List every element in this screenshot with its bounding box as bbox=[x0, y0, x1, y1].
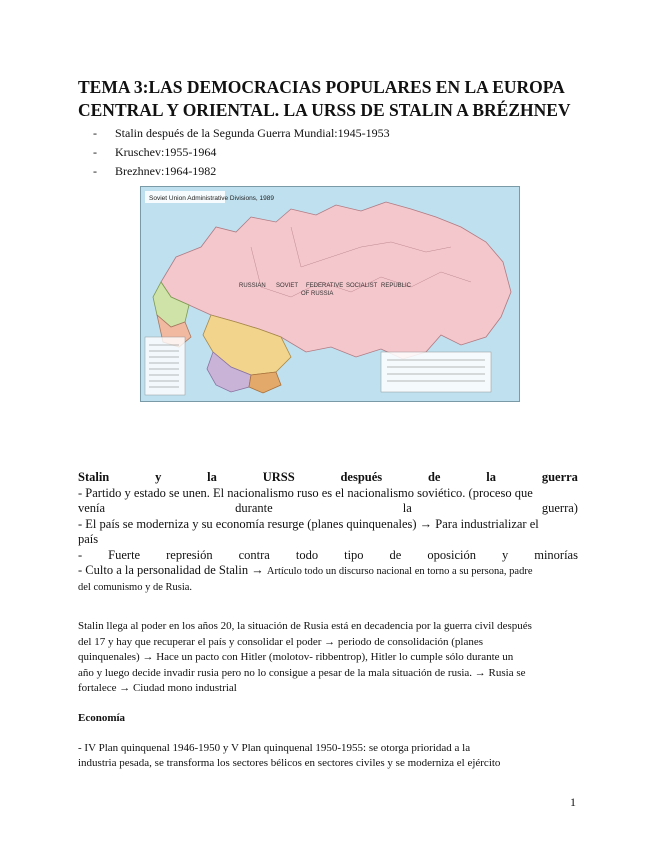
soviet-union-map bbox=[140, 186, 520, 402]
section-line: - Partido y estado se unen. El nacionalismo ruso es el nacionalismo soviético. (proceso que bbox=[78, 485, 533, 500]
section-heading bbox=[78, 470, 578, 486]
heading-word: guerra bbox=[541, 470, 578, 484]
map-illustration bbox=[141, 187, 519, 401]
paragraph-line: Stalin llega al poder en los años 20, la situación de Rusia está en decadencia por la guerra civil después bbox=[78, 620, 532, 632]
map-label: REPUBLIC bbox=[381, 283, 412, 289]
page-number: 1 bbox=[570, 795, 576, 809]
map-label: OF RUSSIA bbox=[301, 291, 334, 297]
line-word: - bbox=[78, 547, 83, 562]
paragraph-line: quinquenales) → Hace un pacto con Hitler (molotov- ribbentrop), Hitler lo cumple sólo durante un bbox=[78, 651, 514, 663]
economia-line: industria pesada, se transforma los sectores bélicos en sectores civiles y se moderniza el ejército bbox=[78, 757, 501, 769]
list-dash: - bbox=[93, 126, 97, 140]
line-word: tipo bbox=[344, 547, 364, 562]
list-item bbox=[93, 124, 390, 143]
page-title bbox=[78, 76, 578, 122]
heading-word: y bbox=[155, 470, 162, 484]
heading-word: URSS bbox=[262, 470, 295, 484]
section-line: - El país se moderniza y su economía resurge (planes quinquenales) → Para industrializar el bbox=[78, 516, 539, 531]
list-item bbox=[93, 162, 390, 181]
map-label: SOVIET bbox=[276, 283, 299, 289]
list-dash: - bbox=[93, 145, 97, 159]
map-legend-right bbox=[381, 352, 491, 392]
line-word: de bbox=[389, 547, 402, 562]
section-line bbox=[78, 563, 578, 580]
section-line: país bbox=[78, 532, 99, 546]
economia-line: - IV Plan quinquenal 1946-1950 y V Plan quinquenal 1950-1955: se otorga prioridad a la bbox=[78, 741, 471, 754]
line-word: Fuerte bbox=[108, 547, 141, 562]
line-word: durante bbox=[235, 501, 273, 515]
list-item bbox=[93, 143, 390, 162]
line-word: venía bbox=[78, 501, 106, 515]
line-word: guerra) bbox=[541, 501, 578, 515]
line-word: oposición bbox=[427, 547, 476, 562]
section-line: del comunismo y de Rusia. bbox=[78, 581, 193, 593]
map-label: RUSSIAN bbox=[239, 283, 266, 289]
title-line-2: CENTRAL Y ORIENTAL. LA URSS DE STALIN A BRÉZHNEV bbox=[78, 100, 571, 120]
period-list bbox=[93, 124, 390, 181]
line-small: Artículo todo un discurso nacional en torno a su persona, padre bbox=[266, 566, 533, 577]
heading-word: de bbox=[427, 470, 441, 484]
stalin-section bbox=[78, 470, 578, 595]
line-main: - Culto a la personalidad de Stalin → bbox=[78, 563, 267, 577]
map-label: FEDERATIVE bbox=[306, 283, 344, 289]
line-word: represión bbox=[166, 547, 213, 562]
line-word: todo bbox=[295, 547, 319, 562]
line-word: contra bbox=[238, 547, 270, 562]
list-item-text: Brezhnev:1964-1982 bbox=[115, 164, 217, 178]
section-line bbox=[78, 501, 578, 517]
section-line bbox=[78, 548, 578, 564]
context-paragraph bbox=[78, 619, 578, 697]
paragraph-line: año y luego decide invadir rusia pero no lo consigue a pesar de la mala situación de rusia. → Rusia se bbox=[78, 666, 526, 679]
line-word: minorías bbox=[534, 547, 578, 562]
line-word: la bbox=[402, 501, 412, 515]
title-line-1: TEMA 3:LAS DEMOCRACIAS POPULARES EN LA EUROPA bbox=[78, 77, 565, 97]
economia-heading: Economía bbox=[78, 712, 126, 724]
heading-word: la bbox=[486, 470, 497, 484]
list-item-text: Stalin después de la Segunda Guerra Mundial:1945-1953 bbox=[115, 126, 390, 140]
economia-section bbox=[78, 711, 578, 772]
list-item-text: Kruschev:1955-1964 bbox=[115, 145, 217, 159]
heading-word: después bbox=[340, 470, 383, 484]
heading-word: la bbox=[207, 470, 217, 484]
line-word: y bbox=[501, 547, 509, 562]
map-label: SOCIALIST bbox=[346, 283, 378, 289]
tajik-region bbox=[249, 372, 281, 393]
paragraph-line: del 17 y hay que recuperar el país y consolidar el poder → periodo de consolidación (planes bbox=[78, 635, 484, 648]
paragraph-line: fortalece → Ciudad mono industrial bbox=[78, 682, 237, 694]
map-legend-left bbox=[145, 337, 185, 395]
map-title: Soviet Union Administrative Divisions, 1989 bbox=[149, 195, 275, 202]
list-dash: - bbox=[93, 164, 97, 178]
heading-word: Stalin bbox=[78, 470, 110, 484]
